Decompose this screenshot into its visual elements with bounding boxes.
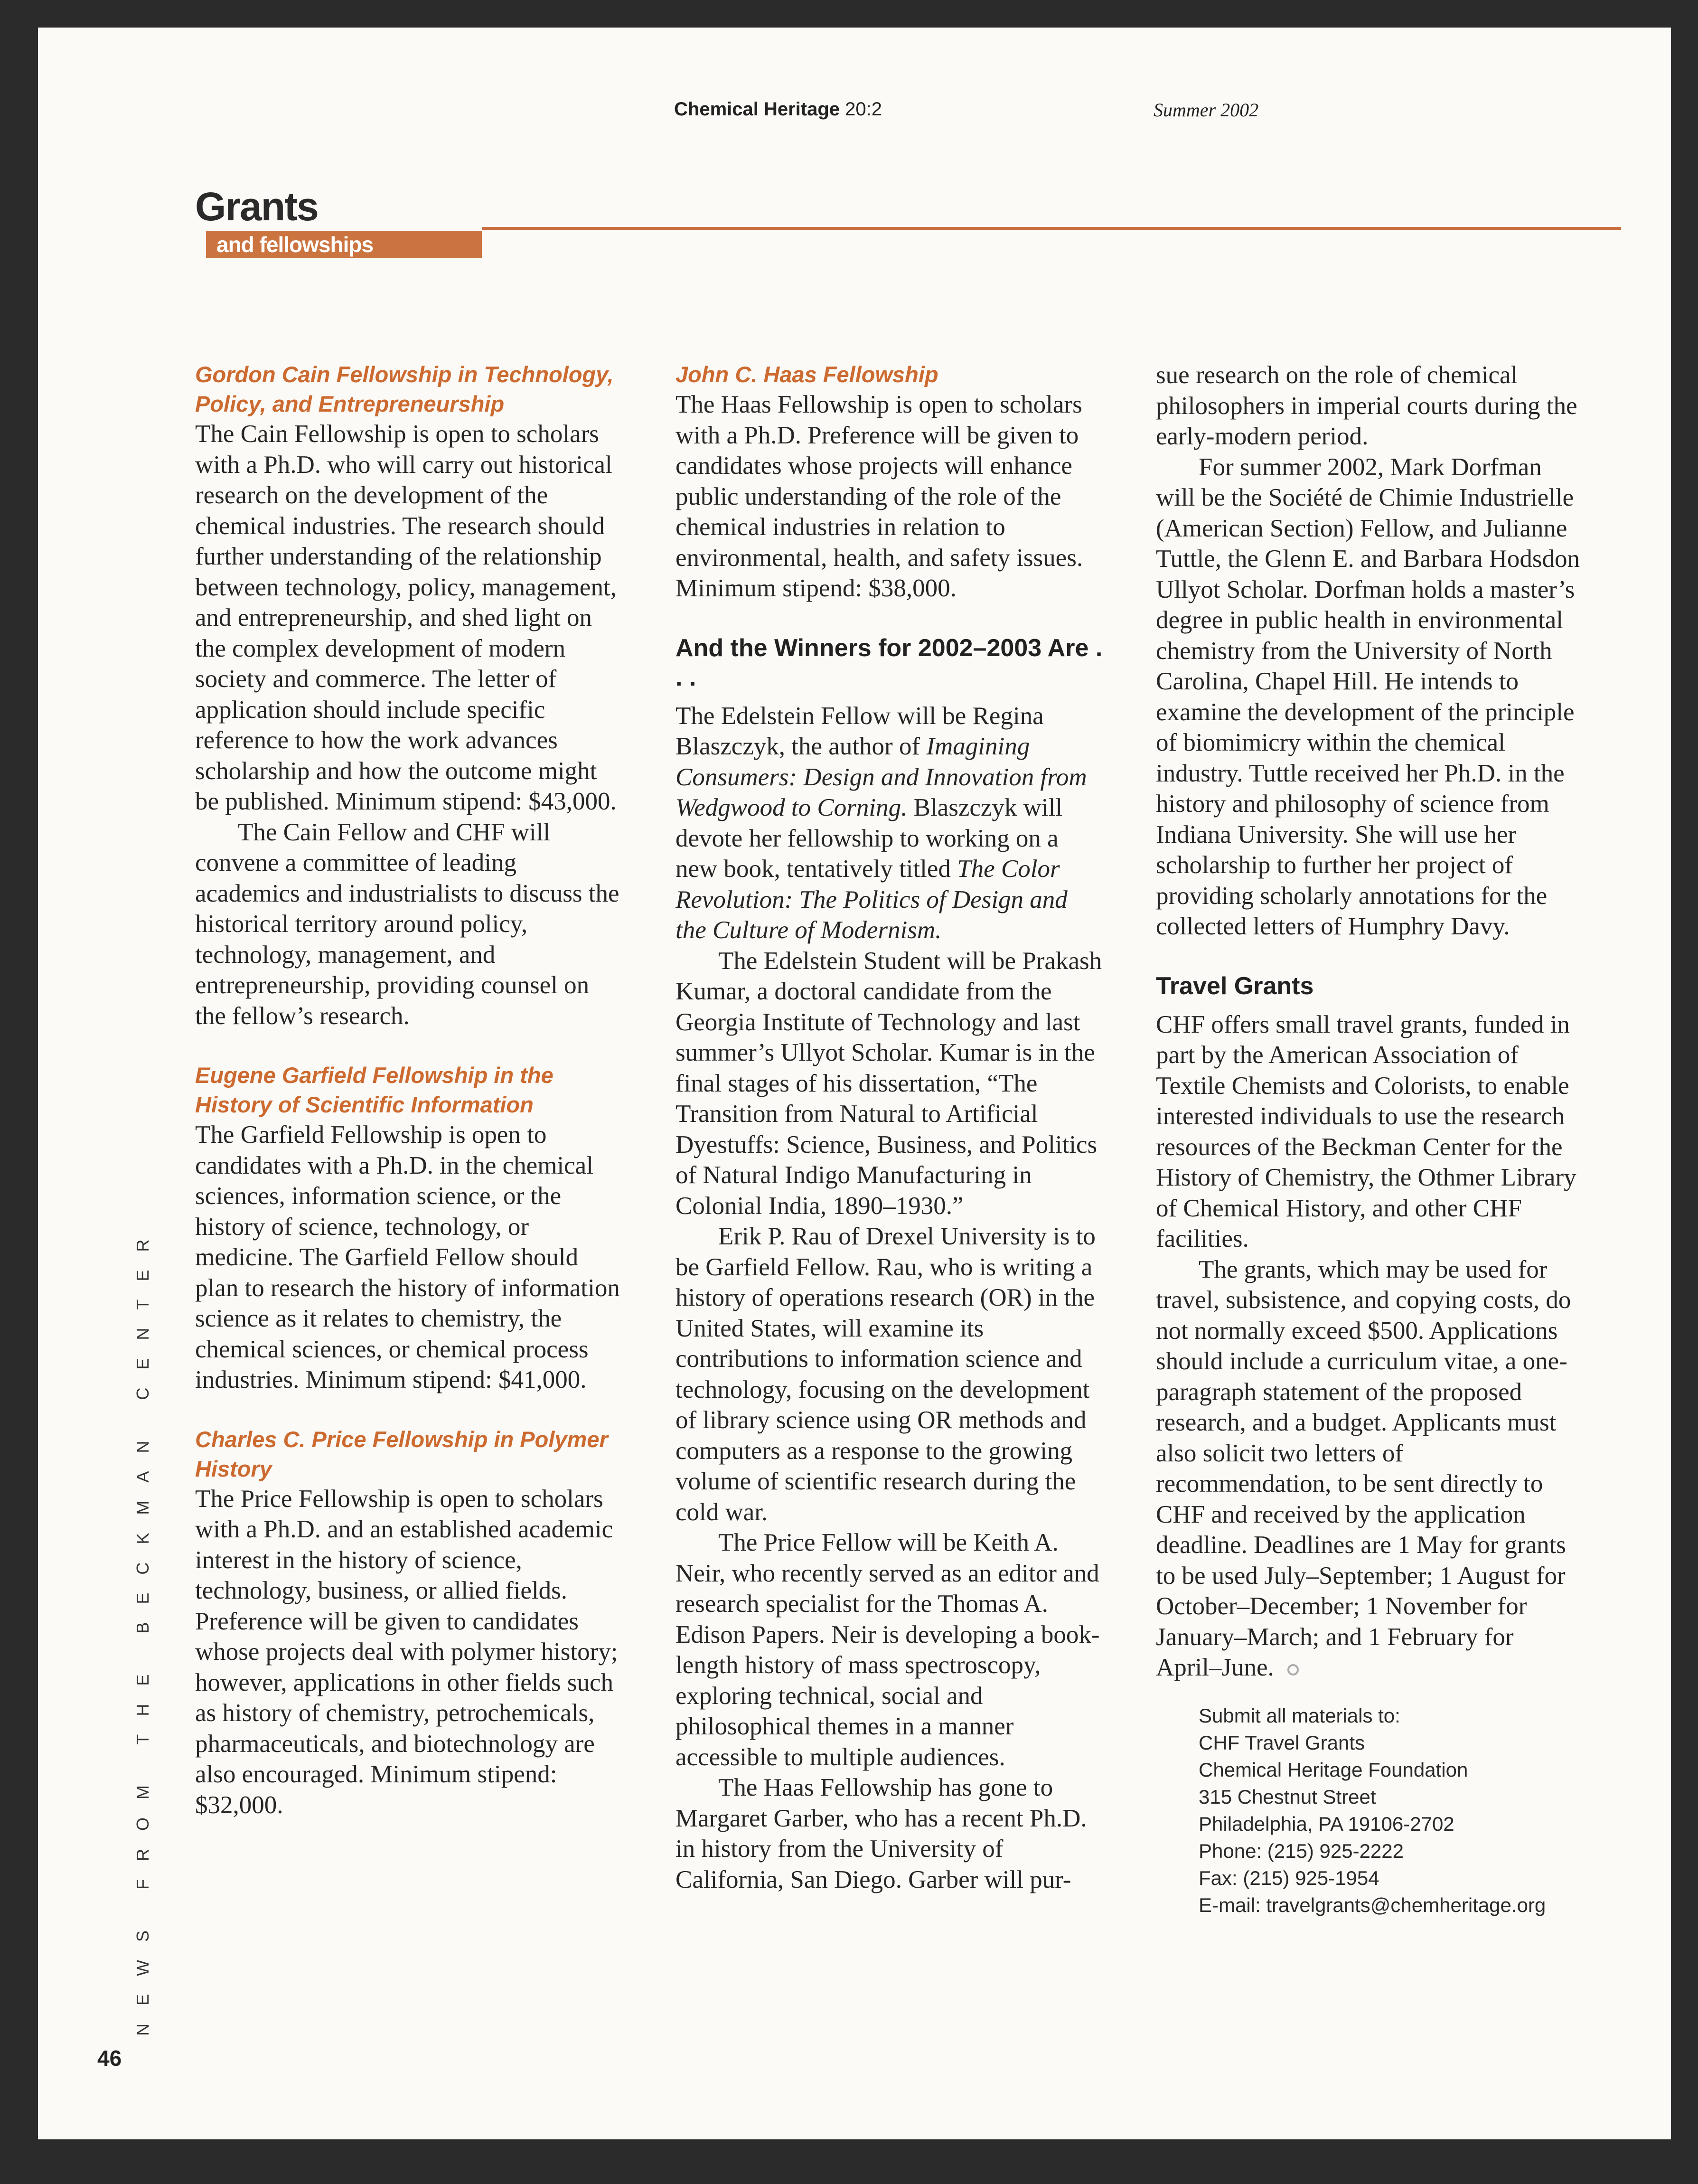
- text-run: sue research on the role of chemical philosophers in imperial courts during the early-modern period.: [1156, 361, 1577, 450]
- body-paragraph: [1156, 360, 1583, 452]
- sidebar-label: NEWS FROM THE BECKMAN CENTER: [133, 1221, 152, 2036]
- body-paragraph: [1156, 1009, 1583, 1254]
- text-run: CHF offers small travel grants, funded in part by the American Association of Textile Chemists and Colorists, to enable interested individuals to use the research resources of the Beckman Center for the History of Chemistry, the Othmer Library of Chemical History, and other CHF facilities.: [1156, 1010, 1576, 1252]
- section-heading: Charles C. Price Fellowship in Polymer History: [195, 1426, 608, 1481]
- page-number: 46: [97, 2046, 122, 2071]
- body-paragraph: [195, 1120, 622, 1395]
- spacer: [195, 1031, 622, 1061]
- text-run: The Edelstein Student will be Prakash Kumar, a doctoral candidate from the Georgia Institute of Technology and last summer’s Ullyot Scholar. Kumar is in the final stages of his dissertation, “The Transition from Natural to Artificial Dyestuffs: Science, Business, and Politics of Natural Indigo Manufacturing in Colonial India, 1890–1930.”: [675, 947, 1102, 1220]
- section-heading: Travel Grants: [1156, 972, 1314, 1000]
- end-of-article-icon: [1287, 1664, 1299, 1676]
- running-head-journal: [674, 99, 882, 120]
- text-run: The Haas Fellowship is open to scholars with a Ph.D. Preference will be given to candidates whose projects will enhance public understanding of the role of the chemical industries in relation to environmental, health, and safety issues. Minimum stipend: $38,000.: [675, 391, 1083, 602]
- section-subtitle: and fellowships: [216, 232, 374, 257]
- section-heading: And the Winners for 2002–2003 Are . . .: [675, 634, 1103, 691]
- address-line: 315 Chestnut Street: [1199, 1785, 1376, 1808]
- section-heading: Gordon Cain Fellowship in Technology, Policy, and Entrepreneurship: [195, 362, 614, 416]
- contact-address-block: [1199, 1702, 1583, 1919]
- issue-number: 20:2: [845, 99, 882, 120]
- spacer: [195, 1395, 622, 1425]
- address-line: Phone: (215) 925-2222: [1199, 1839, 1404, 1862]
- body-paragraph: [1156, 452, 1583, 942]
- address-line: Submit all materials to:: [1199, 1704, 1400, 1727]
- body-paragraph: [195, 1484, 622, 1821]
- text-run: The Haas Fellowship has gone to Margaret Garber, who has a recent Ph.D. in history from the University of California, San Diego. Garber will pur-: [675, 1774, 1087, 1893]
- section-heading: John C. Haas Fellowship: [675, 362, 938, 387]
- body-paragraph: [675, 1221, 1103, 1527]
- running-head-season: Summer 2002: [1154, 99, 1259, 121]
- spacer: [675, 604, 1103, 633]
- body-paragraph: [675, 1527, 1103, 1772]
- text-run: The grants, which may be used for travel, subsistence, and copying costs, do not normally exceed $500. Applications should include a curriculum vitae, a one-paragraph statement of the proposed research, and a budget. Applicants must also solicit two letters of recommendation, to be sent directly to CHF and received by the application deadline. Deadlines are 1 May for grants to be used July–September; 1 August for October–December; 1 November for January–March; and 1 February for April–June.: [1156, 1255, 1571, 1681]
- column-1: [195, 360, 622, 1820]
- text-run: The Cain Fellowship is open to scholars with a Ph.D. who will carry out historical research on the development of the chemical industries. The research should further understanding of the relationship between technology, policy, management, and entrepreneurship, and shed light on the complex development of modern society and commerce. The letter of application should include specific reference to how the work advances scholarship and how the outcome might be published. Minimum stipend: $43,000.: [195, 420, 617, 815]
- column-2: [675, 360, 1103, 1895]
- body-paragraph: [675, 946, 1103, 1222]
- italic-title: The Color Revolution: The Politics of Design and the Culture of Modernism.: [675, 855, 1068, 944]
- body-paragraph: [675, 389, 1103, 604]
- address-line: Chemical Heritage Foundation: [1199, 1758, 1468, 1781]
- italic-title: Imagining Consumers: Design and Innovation from Wedgwood to Corning.: [675, 733, 1087, 821]
- body-paragraph: [195, 419, 622, 817]
- text-run: Erik P. Rau of Drexel University is to be Garfield Fellow. Rau, who is writing a history of operations research (OR) in the United States, will examine its contributions to information science and technology, focusing on the development of library science using OR methods and computers as a response to the growing volume of scientific research during the cold war.: [675, 1223, 1096, 1526]
- text-run: The Edelstein Fellow will be Regina Blaszczyk, the author of: [675, 702, 1044, 760]
- body-paragraph: [675, 1772, 1103, 1895]
- body-paragraph: [675, 701, 1103, 946]
- journal-name: Chemical Heritage: [674, 99, 840, 120]
- text-run: For summer 2002, Mark Dorfman will be the Société de Chimie Industrielle (American Section) Fellow, and Julianne Tuttle, the Glenn E. and Barbara Hodsdon Ullyot Scholar. Dorfman holds a master’s degree in public health in environmental chemistry from the University of North Carolina, Chapel Hill. He intends to examine the development of the principle of biomimicry within the chemical industry. Tuttle received her Ph.D. in the history and philosophy of science from Indiana University. She will use her scholarship to further her project of providing scholarly annotations for the collected letters of Humphry Davy.: [1156, 453, 1580, 940]
- spacer: [1156, 942, 1583, 971]
- section-subtitle-bar: [206, 231, 482, 258]
- address-line: Philadelphia, PA 19106-2702: [1199, 1812, 1454, 1835]
- column-3: [1156, 360, 1583, 1919]
- text-run: Blaszczyk will devote her fellowship to working on a new book, tentatively titled: [675, 794, 1063, 883]
- address-line: CHF Travel Grants: [1199, 1731, 1365, 1754]
- section-rule: [482, 227, 1621, 230]
- text-run: The Garfield Fellowship is open to candidates with a Ph.D. in the chemical sciences, information science, or the history of science, technology, or medicine. The Garfield Fellow should plan to research the history of information science as it relates to chemistry, the chemical sciences, or chemical process industries. Minimum stipend: $41,000.: [195, 1121, 620, 1393]
- address-line: E-mail: travelgrants@chemheritage.org: [1199, 1893, 1546, 1916]
- magazine-page: [38, 28, 1671, 2139]
- section-heading: Eugene Garfield Fellowship in the History of Scientific Information: [195, 1063, 553, 1117]
- text-run: The Cain Fellow and CHF will convene a committee of leading academics and industrialists to discuss the historical territory around policy, technology, management, and entrepreneurship, providing counsel on the fellow’s research.: [195, 818, 619, 1030]
- address-line: Fax: (215) 925-1954: [1199, 1866, 1379, 1889]
- body-paragraph: [195, 817, 622, 1032]
- text-run: The Price Fellow will be Keith A. Neir, who recently served as an editor and research specialist for the Thomas A. Edison Papers. Neir is developing a book-length history of mass spectroscopy, exploring technical, social and philosophical themes in a manner accessible to multiple audiences.: [675, 1529, 1100, 1771]
- body-paragraph: [1156, 1254, 1583, 1683]
- text-run: The Price Fellowship is open to scholars with a Ph.D. and an established academic interest in the history of science, technology, business, or allied fields. Preference will be given to candidates whose projects deal with polymer history; however, applications in other fields such as history of chemistry, petrochemicals, pharmaceuticals, and biotechnology are also encouraged. Minimum stipend: $32,000.: [195, 1485, 618, 1819]
- section-title: Grants: [195, 184, 318, 229]
